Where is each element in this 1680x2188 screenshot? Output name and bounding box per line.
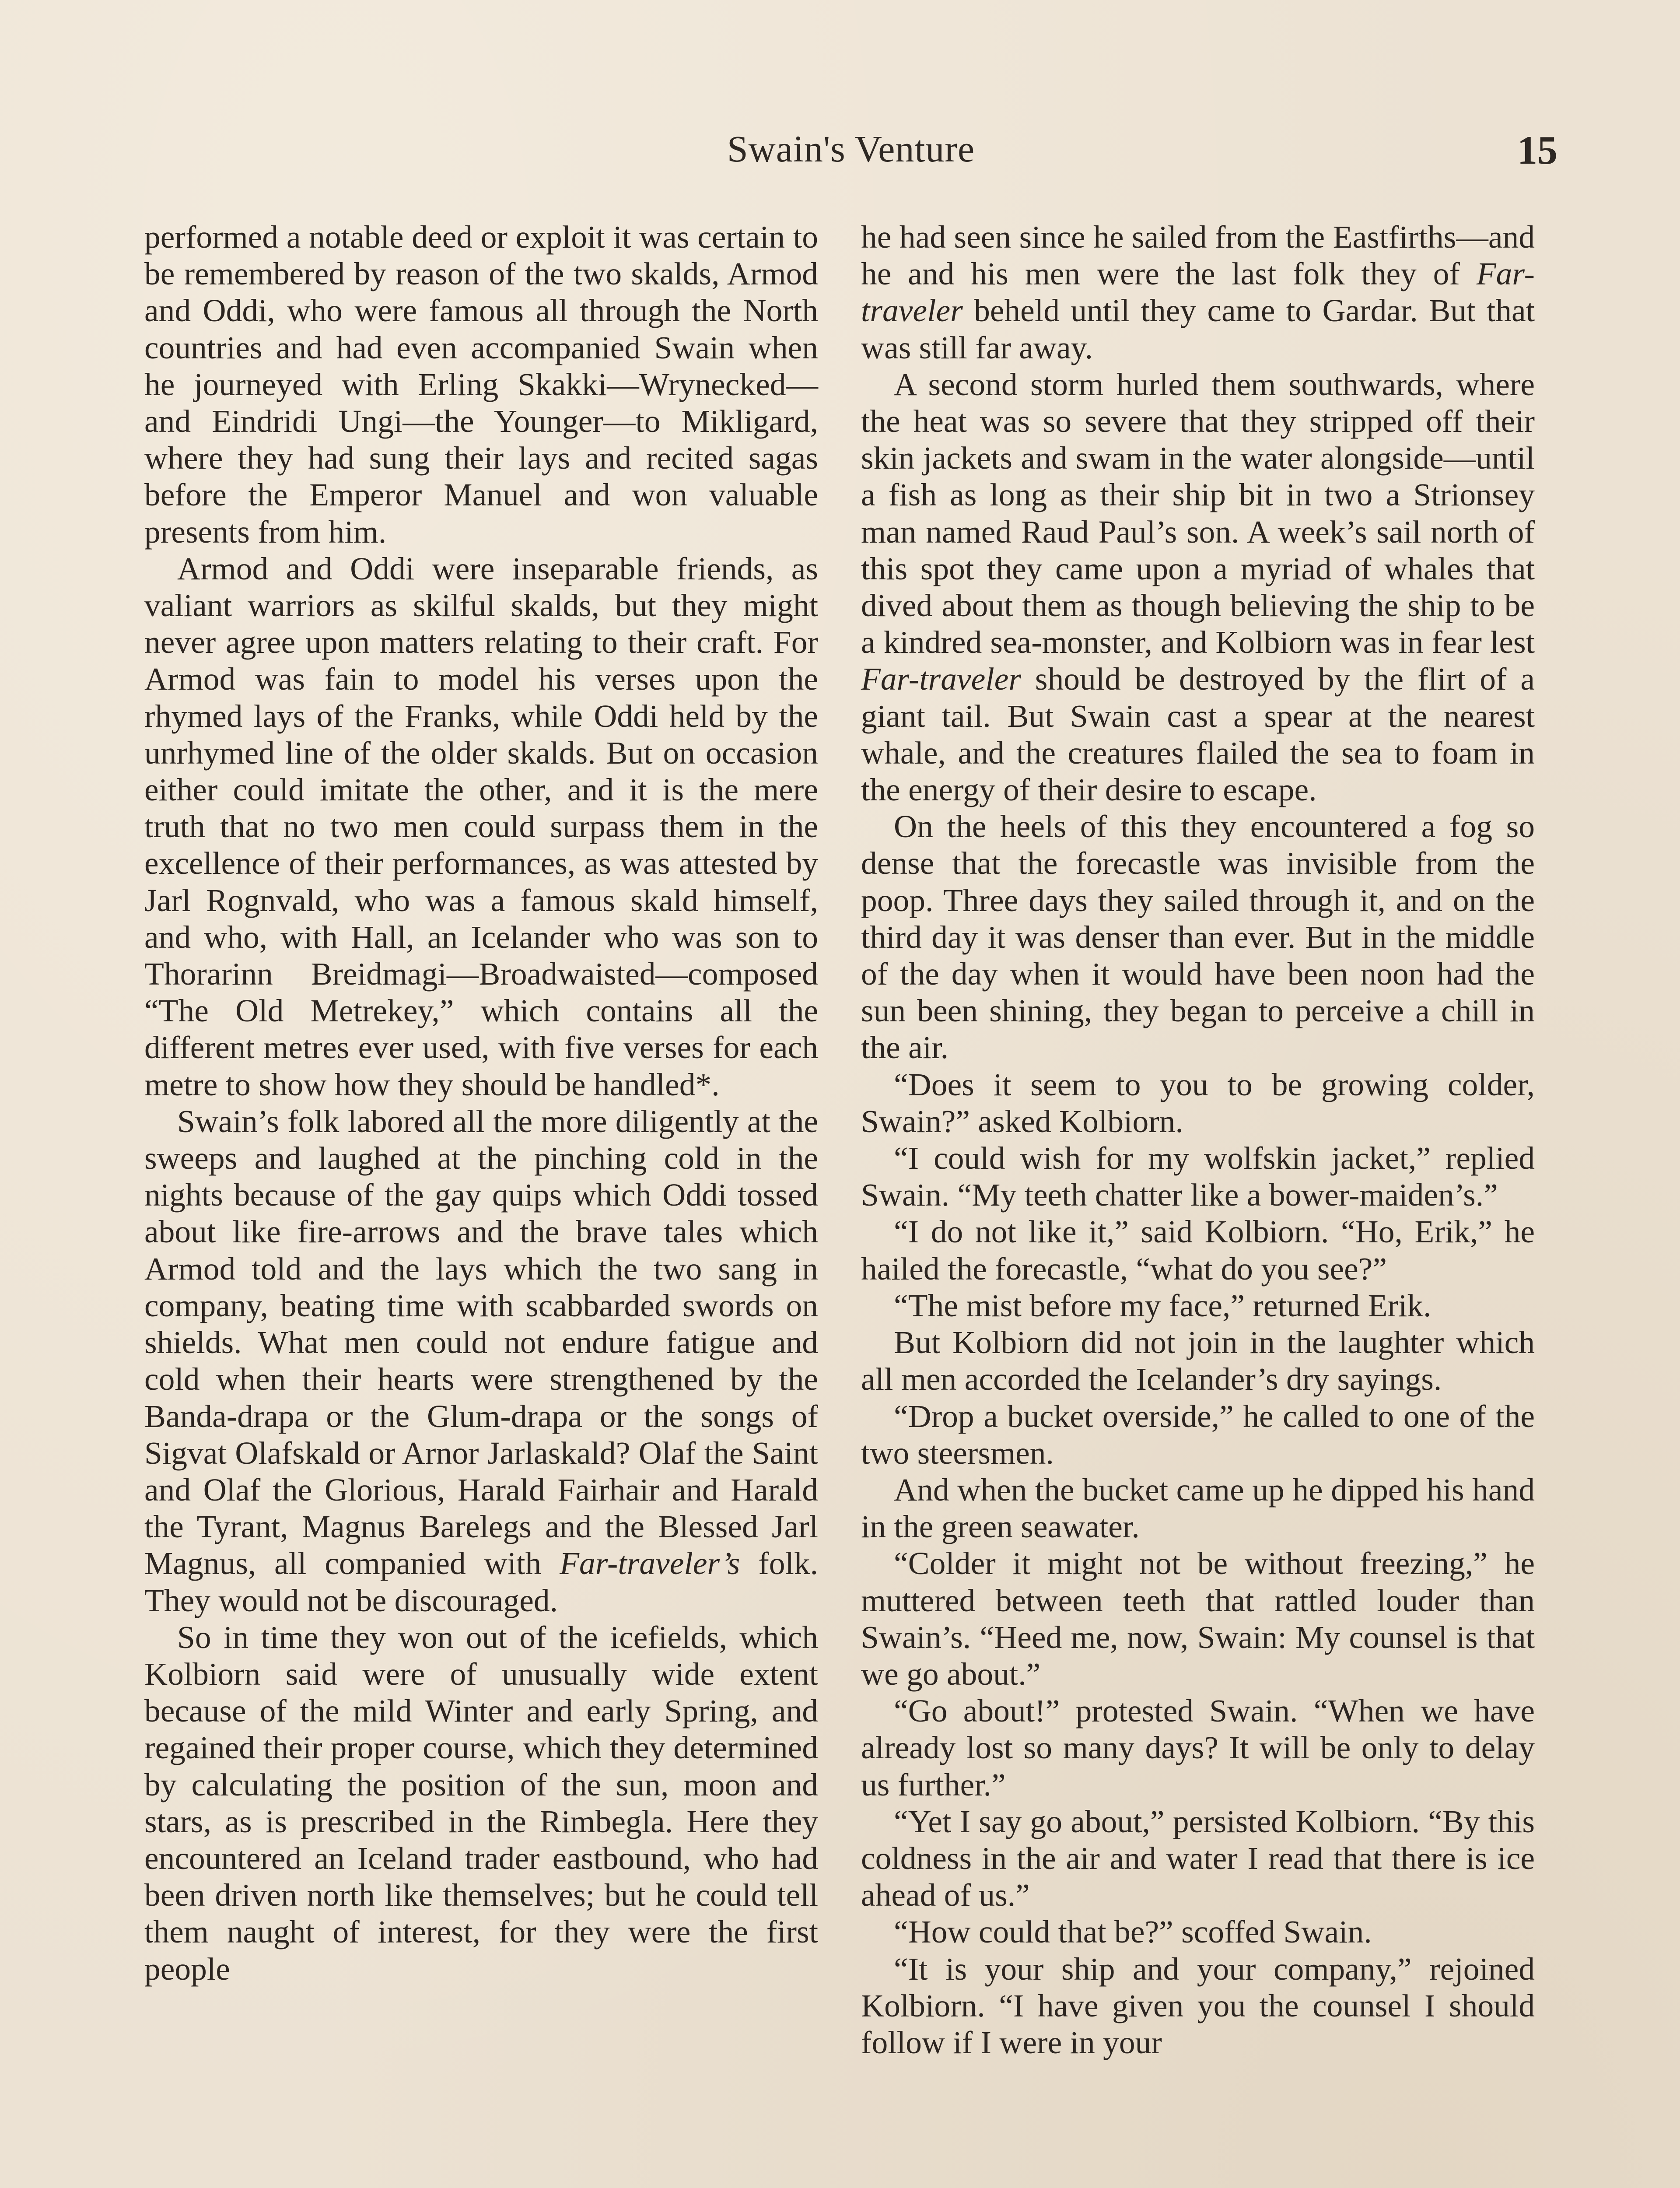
paragraph: “It is your ship and your company,” rejoined Kolbiorn. “I have given you the counsel I should follow if I were in your [861, 1951, 1535, 2060]
paragraph: “Go about!” protested Swain. “When we have already lost so many days? It will be only to delay us further.” [861, 1693, 1535, 1802]
paragraph: “How could that be?” scoffed Swain. [894, 1914, 1372, 1950]
page-number: 15 [1517, 128, 1558, 172]
paragraph [144, 1103, 818, 1619]
paragraph-text: folk. They would not be discouraged. [144, 1546, 818, 1618]
right-text-column [861, 219, 1535, 2061]
paragraph-text: A second storm hurled them southwards, where the heat was so severe that they stripped off their skin jackets and swam in the water alongside—until a fish as long as their ship bit in two a Strionsey man named Raud Paul’s son. A week’s sail north of this spot they came upon a myriad of whales that dived about them as though believing the ship to be a kindred sea-monster, and Kolbiorn was in fear lest [861, 366, 1535, 660]
paragraph: But Kolbiorn did not join in the laughter which all men accorded the Icelander’s dry sayings. [861, 1325, 1535, 1397]
ship-name: Far-traveler [861, 256, 1535, 329]
paragraph: “The mist before my face,” returned Erik. [894, 1287, 1432, 1323]
ship-name: Far-traveler [861, 661, 1021, 697]
paragraph [861, 219, 1535, 366]
paragraph [861, 366, 1535, 808]
running-title: Swain's Venture [727, 128, 975, 170]
paragraph-text: Swain’s folk labored all the more diligently at the sweeps and laughed at the pinching cold in the nights because of the gay quips which Oddi tossed about like fire-arrows and the brave tales which Armod told and the lays which the two sang in company, beating time with scabbarded swords on shields. What men could not endure fatigue and cold when their hearts were strengthened by the Banda-drapa or the Glum-drapa or the songs of Sigvat Olafskald or Arnor Jarlaskald? Olaf the Saint and Olaf the Glorious, Harald Fairhair and Harald the Tyrant, Magnus Barelegs and the Blessed Jarl Magnus, all companied with [144, 1103, 818, 1581]
paragraph: So in time they won out of the icefields, which Kolbiorn said were of unusually wide extent because of the mild Winter and early Spring, and regained their proper course, which they determined by calculating the position of the sun, moon and stars, as is prescribed in the Rimbegla. Here they encountered an Iceland trader eastbound, who had been driven north like themselves; but he could tell them naught of interest, for they were the first people [144, 1619, 818, 1987]
left-text-column [144, 219, 818, 1988]
paragraph: “Colder it might not be without freezing,” he muttered between teeth that rattled louder than Swain’s. “Heed me, now, Swain: My counsel is that we go about.” [861, 1546, 1535, 1692]
paragraph: Armod and Oddi were inseparable friends, as valiant warriors as skilful skalds, but they might never agree upon matters relating to their craft. For Armod was fain to model his verses upon the rhymed lays of the Franks, while Oddi held by the unrhymed line of the older skalds. But on occasion either could imitate the other, and it is the mere truth that no two men could surpass them in the excellence of their performances, as was attested by Jarl Rognvald, who was a famous skald himself, and who, with Hall, an Icelander who was son to Thorarinn Breidmagi—Broadwaisted—composed “The Old Metrekey,” which contains all the different metres ever used, with five verses for each metre to show how they should be handled*. [144, 551, 818, 1102]
paragraph: “I do not like it,” said Kolbiorn. “Ho, Erik,” he hailed the forecastle, “what do you see?” [861, 1214, 1535, 1287]
ship-name: Far-traveler’s [560, 1546, 740, 1581]
paragraph-text: he had seen since he sailed from the Eastfirths—and he and his men were the last folk they of [861, 219, 1535, 292]
page-header [144, 127, 1558, 188]
paragraph: performed a notable deed or exploit it was certain to be remembered by reason of the two skalds, Armod and Oddi, who were famous all through the North countries and had even accompanied Swain when he journeyed with Erling Skakki—Wrynecked—and Eindridi Ungi—the Younger—to Mikligard, where they had sung their lays and recited sagas before the Emperor Manuel and won valuable presents from him. [144, 219, 818, 550]
paragraph: “Does it seem to you to be growing colder, Swain?” asked Kolbiorn. [861, 1066, 1535, 1139]
paragraph-text: beheld until they came to Gardar. But that was still far away. [861, 293, 1535, 365]
paragraph: And when the bucket came up he dipped his hand in the green seawater. [861, 1472, 1535, 1545]
paragraph: “Drop a bucket overside,” he called to one of the two steersmen. [861, 1398, 1535, 1471]
paragraph: On the heels of this they encountered a fog so dense that the forecastle was invisible from the poop. Three days they sailed through it, and on the third day it was denser than ever. But in the middle of the day when it would have been noon had the sun been shining, they began to perceive a chill in the air. [861, 809, 1535, 1066]
paragraph: “I could wish for my wolfskin jacket,” replied Swain. “My teeth chatter like a bower-maiden’s.” [861, 1140, 1535, 1213]
paragraph-text: should be destroyed by the flirt of a giant tail. But Swain cast a spear at the nearest whale, and the creatures flailed the sea to foam in the energy of their desire to escape. [861, 661, 1535, 808]
paragraph: “Yet I say go about,” persisted Kolbiorn. “By this coldness in the air and water I read that there is ice ahead of us.” [861, 1803, 1535, 1913]
